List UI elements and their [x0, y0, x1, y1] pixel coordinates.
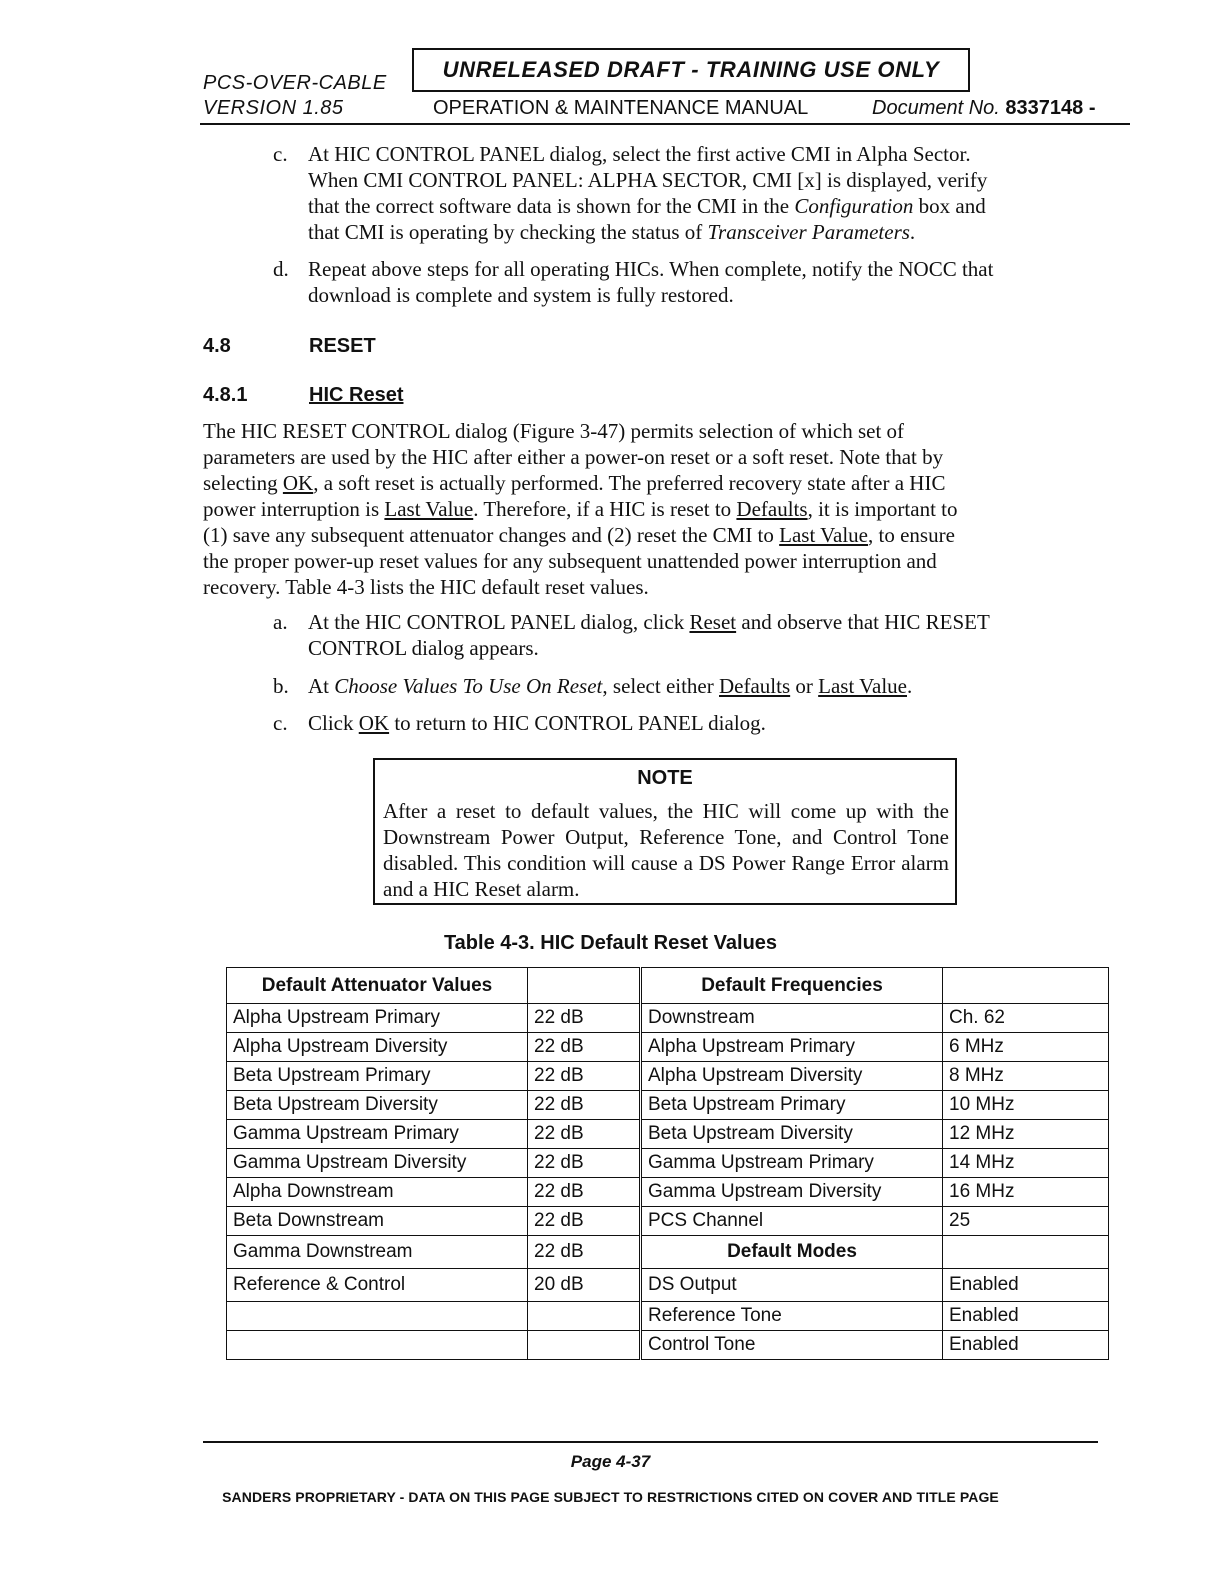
draft-banner	[412, 48, 970, 92]
step-label: a.	[273, 610, 288, 634]
table-row: Alpha Upstream Primary 22 dB Downstream Ch. 62	[227, 1004, 1109, 1033]
footer-rule	[203, 1441, 1098, 1443]
draft-banner-text: UNRELEASED DRAFT - TRAINING USE ONLY	[442, 57, 940, 82]
step-line: Repeat above steps for all operating HICs. When complete, notify the NOCC that	[308, 257, 994, 281]
step-line: At HIC CONTROL PANEL dialog, select the first active CMI in Alpha Sector.	[308, 142, 971, 166]
step-line: that CMI is operating by checking the status of Transceiver Parameters.	[308, 220, 916, 244]
step-line: download is complete and system is fully restored.	[308, 283, 734, 307]
section-number: 4.8	[203, 335, 231, 357]
proprietary-notice: SANDERS PROPRIETARY - DATA ON THIS PAGE SUBJECT TO RESTRICTIONS CITED ON COVER AND TITLE PAGE	[222, 1489, 999, 1505]
header-manual-title: OPERATION & MAINTENANCE MANUAL	[433, 97, 809, 119]
header-rule	[200, 123, 1130, 125]
page-number: Page 4-37	[570, 1452, 651, 1471]
table-row: Alpha Downstream 22 dB Gamma Upstream Diversity 16 MHz	[227, 1178, 1109, 1207]
ok-ref: OK	[358, 711, 390, 735]
step-label: d.	[273, 257, 289, 281]
table-row: Control Tone Enabled	[227, 1331, 1109, 1360]
step-label: b.	[273, 674, 289, 698]
reset-ref: Reset	[689, 610, 737, 634]
last-value-ref: Last Value	[384, 497, 474, 521]
header-document-number	[872, 97, 1095, 120]
step-label: c.	[273, 711, 288, 735]
last-value-ref: Last Value	[779, 523, 868, 547]
doc-number: 8337148 -	[1005, 97, 1096, 119]
note-title: NOTE	[637, 767, 693, 789]
table-row: Alpha Upstream Diversity 22 dB Alpha Upstream Primary 6 MHz	[227, 1033, 1109, 1062]
table-row: Gamma Upstream Diversity 22 dB Gamma Upstream Primary 14 MHz	[227, 1149, 1109, 1178]
header-version: VERSION 1.85	[203, 97, 344, 119]
hic-default-reset-table	[226, 967, 1109, 1360]
subsection-number: 4.8.1	[203, 384, 248, 406]
table-row: Reference Tone Enabled	[227, 1302, 1109, 1331]
section-title: RESET	[309, 335, 376, 357]
last-value-ref: Last Value	[818, 674, 907, 698]
header-attenuator: Default Attenuator Values	[227, 968, 528, 1004]
note-text: After a reset to default values, the HIC will come up with the Downstream Power Output, Reference Tone, and Control Tone disabled. This condition will cause a DS Power Range Error alarm and a HIC Reset alarm.	[383, 799, 949, 901]
step-label: c.	[273, 142, 288, 166]
step-line: that the correct software data is shown for the CMI in the Configuration box and	[308, 194, 986, 218]
table-row: Gamma Upstream Primary 22 dB Beta Upstream Diversity 12 MHz	[227, 1120, 1109, 1149]
table-row: Beta Downstream 22 dB PCS Channel 25	[227, 1207, 1109, 1236]
doc-label: Document No.	[872, 97, 1000, 119]
table-row: Beta Upstream Diversity 22 dB Beta Upstream Primary 10 MHz	[227, 1091, 1109, 1120]
defaults-ref: Defaults	[736, 497, 808, 521]
ok-link: OK	[282, 471, 314, 495]
header-frequencies: Default Frequencies	[641, 968, 943, 1004]
header-product-name: PCS-OVER-CABLE	[203, 72, 387, 94]
note-box	[373, 758, 957, 905]
table-row: Reference & Control 20 dB DS Output Enabled	[227, 1269, 1109, 1302]
table-header-row	[227, 968, 1109, 1004]
table-row: Beta Upstream Primary 22 dB Alpha Upstream Diversity 8 MHz	[227, 1062, 1109, 1091]
defaults-ref: Defaults	[719, 674, 791, 698]
header-modes: Default Modes	[641, 1236, 943, 1269]
intro-paragraph: The HIC RESET CONTROL dialog (Figure 3-47) permits selection of which set of parameters are used by the HIC after either a power-on reset or a soft reset. Note that by selecting OK, a soft reset is actually performed. The preferred recovery state after a HIC power interruption is Last Value. Therefore, if a HIC is reset to Defaults, it is important to (1) save any subsequent attenuator changes and (2) reset the CMI to Last Value, to ensure the proper power-up reset values for any subsequent unattended power interruption and recovery. Table 4-3 lists the HIC default reset values.	[203, 419, 958, 599]
table-row: Gamma Downstream 22 dB Default Modes	[227, 1236, 1109, 1269]
step-line: When CMI CONTROL PANEL: ALPHA SECTOR, CMI [x] is displayed, verify	[308, 168, 988, 192]
subsection-title: HIC Reset	[309, 384, 404, 406]
table-caption: Table 4-3. HIC Default Reset Values	[443, 932, 778, 954]
